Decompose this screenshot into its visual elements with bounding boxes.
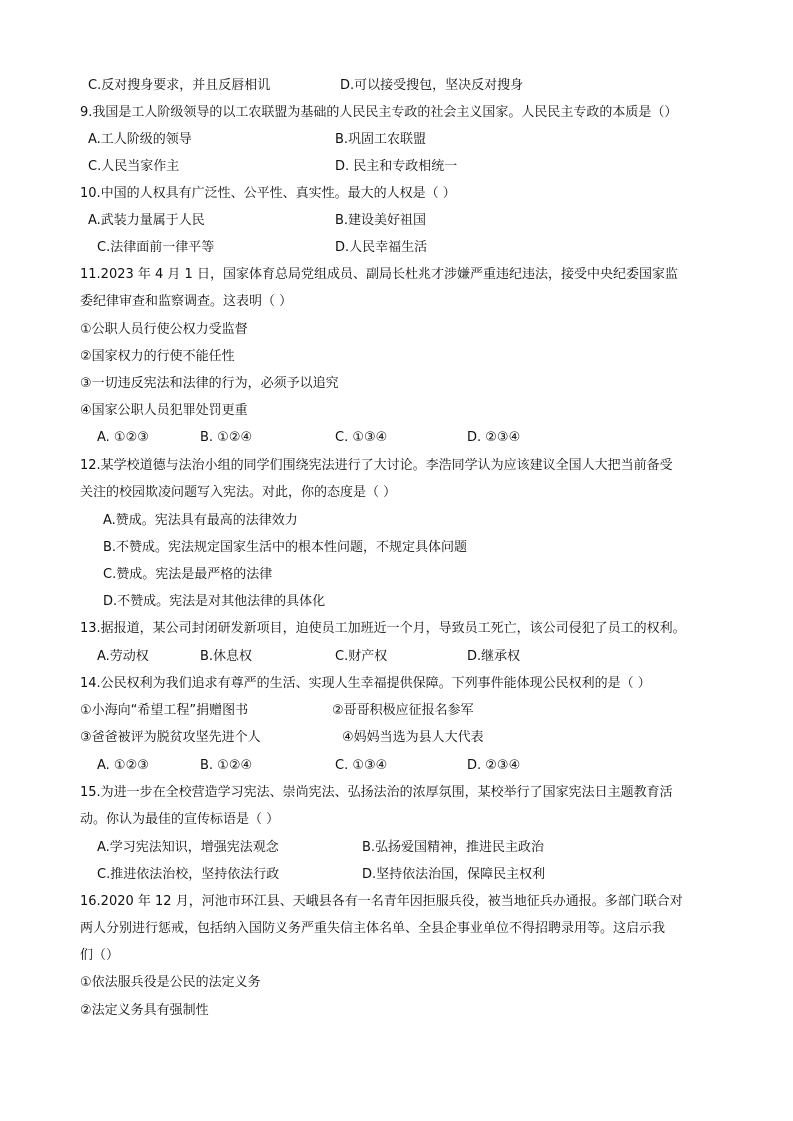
q9-stem: 9.我国是工人阶级领导的以工农联盟为基础的人民民主专政的社会主义国家。人民民主专政的本质是（） <box>80 105 678 120</box>
q15-options-row2 <box>0 865 793 885</box>
q14-stem: 14.公民权利为我们追求有尊严的生活、实现人生幸福提供保障。下列事件能体现公民权利的是（ ） <box>80 676 651 691</box>
q15-stem-line1: 15.为进一步在全校营造学习宪法、崇尚宪法、弘扬法治的浓厚氛围，某校举行了国家宪法日主题教育活 <box>80 785 673 800</box>
q12-stem-line1: 12.某学校道德与法治小组的同学们围绕宪法进行了大讨论。李浩同学认为应该建议全国人大把当前备受 <box>80 458 673 473</box>
q14-options <box>0 756 793 776</box>
q11-stem-line1: 11.2023 年 4 月 1 日，国家体育总局党组成员、副局长杜兆才涉嫌严重违纪违法，接受中央纪委国家监 <box>80 267 678 282</box>
q14-item-3: ③爸爸被评为脱贫攻坚先进个人 <box>80 730 261 745</box>
q12-option-a: A.赞成。宪法具有最高的法律效力 <box>103 513 298 528</box>
q13-option-b: B.休息权 <box>200 649 253 664</box>
q11-option-b: B. ①②④ <box>200 430 253 445</box>
q11-option-a: A. ①②③ <box>97 430 149 445</box>
q9-options-row2 <box>0 157 793 177</box>
q9-options-row1 <box>0 130 793 150</box>
q14-option-c: C. ①③④ <box>335 758 388 773</box>
q10-option-b: B.建设美好祖国 <box>335 213 427 228</box>
q10-option-a: A.武装力量属于人民 <box>88 213 205 228</box>
q15-stem-line2: 动。你认为最佳的宣传标语是（ ） <box>80 812 280 827</box>
q16-item-2: ②法定义务具有强制性 <box>80 1003 209 1018</box>
q16-stem-line3: 们（） <box>80 948 120 963</box>
q15-option-a: A.学习宪法知识，增强宪法观念 <box>97 840 279 855</box>
q11-item-1: ①公职人员行使公权力受监督 <box>80 322 248 337</box>
q14-option-b: B. ①②④ <box>200 758 253 773</box>
q11-stem-line2: 委纪律审查和监察调查。这表明（ ） <box>80 294 293 309</box>
q16-stem-line1: 16.2020 年 12 月，河池市环江县、天峨县各有一名青年因拒服兵役，被当地征兵办通报。多部门联合对 <box>80 894 683 909</box>
q9-option-d: D. 民主和专政相统一 <box>335 159 458 174</box>
q16-item-1: ①依法服兵役是公民的法定义务 <box>80 975 261 990</box>
q11-item-3: ③一切违反宪法和法律的行为，必须予以追究 <box>80 376 339 391</box>
q13-option-c: C.财产权 <box>335 649 388 664</box>
q11-option-c: C. ①③④ <box>335 430 388 445</box>
q10-stem: 10.中国的人权具有广泛性、公平性、真实性。最大的人权是（ ） <box>80 186 456 201</box>
q14-item-1: ①小海向“希望工程”捐赠图书 <box>80 703 249 718</box>
q15-option-b: B.弘扬爱国精神，推进民主政治 <box>362 840 545 855</box>
q15-option-d: D.坚持依法治国，保障民主权利 <box>362 867 546 882</box>
q14-items-row1 <box>0 701 793 721</box>
q8-option-c: C.反对搜身要求，并且反唇相讥 <box>88 78 271 93</box>
q13-stem: 13.据报道，某公司封闭研发新项目，迫使员工加班近一个月，导致员工死亡，该公司侵犯了员工的权利。 <box>80 621 686 636</box>
q9-option-c: C.人民当家作主 <box>88 159 180 174</box>
q10-options-row1 <box>0 211 793 231</box>
q11-item-4: ④国家公职人员犯罪处罚更重 <box>80 403 248 418</box>
q14-option-d: D. ②③④ <box>467 758 521 773</box>
q10-option-c: C.法律面前一律平等 <box>97 240 215 255</box>
q9-option-a: A.工人阶级的领导 <box>88 132 192 147</box>
q8-options <box>0 76 793 96</box>
q10-option-d: D.人民幸福生活 <box>335 240 428 255</box>
q9-option-b: B.巩固工农联盟 <box>335 132 427 147</box>
q14-items-row2 <box>0 728 793 748</box>
q13-option-a: A.劳动权 <box>97 649 149 664</box>
q14-item-4: ④妈妈当选为县人大代表 <box>342 730 484 745</box>
q11-item-2: ②国家权力的行使不能任性 <box>80 349 235 364</box>
q15-options-row1 <box>0 838 793 858</box>
q12-option-c: C.赞成。宪法是最严格的法律 <box>103 567 273 582</box>
q8-option-d: D.可以接受搜包，坚决反对搜身 <box>340 78 524 93</box>
q11-option-d: D. ②③④ <box>467 430 521 445</box>
q11-options <box>0 428 793 448</box>
q13-option-d: D.继承权 <box>467 649 521 664</box>
q13-options <box>0 647 793 667</box>
q16-stem-line2: 两人分别进行惩戒，包括纳入国防义务严重失信主体名单、全县企事业单位不得招聘录用等。这启示我 <box>80 921 666 936</box>
q14-option-a: A. ①②③ <box>97 758 149 773</box>
q10-options-row2 <box>0 238 793 258</box>
q14-item-2: ②哥哥积极应征报名参军 <box>332 703 474 718</box>
q12-option-d: D.不赞成。宪法是对其他法律的具体化 <box>103 594 326 609</box>
q12-stem-line2: 关注的校园欺凌问题写入宪法。对此，你的态度是（ ） <box>80 485 397 500</box>
q15-option-c: C.推进依法治校，坚持依法行政 <box>97 867 280 882</box>
q12-option-b: B.不赞成。宪法规定国家生活中的根本性问题，不规定具体问题 <box>103 540 468 555</box>
